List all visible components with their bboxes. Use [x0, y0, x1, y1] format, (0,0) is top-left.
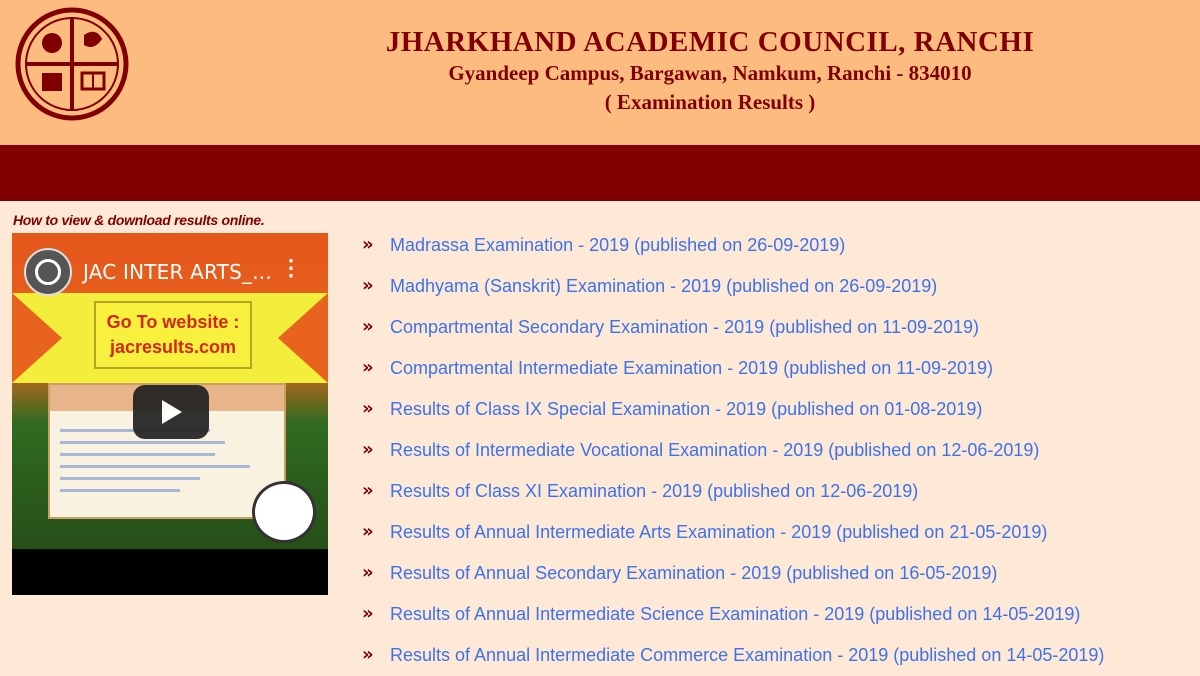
result-link[interactable]: Results of Class XI Examination - 2019 (published on 12-06-2019): [390, 481, 919, 501]
result-item: [362, 471, 1104, 512]
preview-line: [60, 465, 250, 468]
play-button[interactable]: [133, 385, 209, 439]
thumbnail-website-callout: [94, 301, 252, 369]
double-chevron-icon: »: [362, 644, 374, 665]
council-address: Gyandeep Campus, Bargawan, Namkum, Ranchi - 834010: [448, 61, 972, 85]
jac-logo-icon: [14, 5, 130, 123]
maroon-banner: [0, 145, 1200, 201]
result-link[interactable]: Results of Class IX Special Examination - 2019 (published on 01-08-2019): [390, 399, 983, 419]
result-item: [362, 266, 1104, 307]
result-item: [362, 512, 1104, 553]
council-title: JHARKHAND ACADEMIC COUNCIL, RANCHI: [385, 26, 1035, 58]
preview-line: [60, 489, 180, 492]
video-title[interactable]: JAC INTER ARTS_...: [83, 260, 272, 284]
channel-avatar-icon[interactable]: [24, 248, 72, 296]
double-chevron-icon: »: [362, 357, 374, 378]
video-title-bar: [12, 233, 328, 303]
result-item: [362, 430, 1104, 471]
result-link[interactable]: Results of Annual Intermediate Science Examination - 2019 (published on 14-05-2019): [390, 604, 1081, 624]
result-link[interactable]: Results of Intermediate Vocational Examination - 2019 (published on 12-06-2019): [390, 440, 1040, 460]
preview-line: [60, 453, 215, 456]
result-link[interactable]: Madhyama (Sanskrit) Examination - 2019 (published on 26-09-2019): [390, 276, 938, 296]
result-link[interactable]: Madrassa Examination - 2019 (published on 26-09-2019): [390, 235, 846, 255]
callout-line-1: Go To website :: [106, 312, 240, 332]
result-item: [362, 594, 1104, 635]
result-link[interactable]: Results of Annual Intermediate Commerce Examination - 2019 (published on 14-05-2019): [390, 645, 1105, 665]
double-chevron-icon: »: [362, 439, 374, 460]
thumbnail-seal: [252, 481, 316, 543]
double-chevron-icon: »: [362, 562, 374, 583]
double-chevron-icon: »: [362, 275, 374, 296]
result-link[interactable]: Results of Annual Secondary Examination - 2019 (published on 16-05-2019): [390, 563, 998, 583]
thumbnail-banner-right-notch: [278, 293, 328, 383]
more-vert-icon[interactable]: ⋮: [280, 255, 302, 280]
results-list: [362, 225, 1104, 676]
double-chevron-icon: »: [362, 234, 374, 255]
result-item: [362, 553, 1104, 594]
page-subtitle: ( Examination Results ): [604, 90, 816, 114]
double-chevron-icon: »: [362, 316, 374, 337]
result-item: [362, 389, 1104, 430]
double-chevron-icon: »: [362, 480, 374, 501]
thumbnail-banner-left-notch: [12, 293, 62, 383]
double-chevron-icon: »: [362, 398, 374, 419]
preview-line: [60, 441, 225, 444]
result-link[interactable]: Results of Annual Intermediate Arts Examination - 2019 (published on 21-05-2019): [390, 522, 1048, 542]
youtube-video-embed[interactable]: [12, 233, 328, 595]
result-link[interactable]: Compartmental Intermediate Examination - 2019 (published on 11-09-2019): [390, 358, 994, 378]
double-chevron-icon: »: [362, 603, 374, 624]
double-chevron-icon: »: [362, 521, 374, 542]
result-item: [362, 225, 1104, 266]
result-item: [362, 635, 1104, 676]
result-link[interactable]: Compartmental Secondary Examination - 2019 (published on 11-09-2019): [390, 317, 980, 337]
result-item: [362, 348, 1104, 389]
result-item: [362, 307, 1104, 348]
video-caption: How to view & download results online.: [13, 212, 265, 228]
callout-line-2: jacresults.com: [109, 337, 237, 357]
page-header: [0, 0, 1200, 145]
preview-line: [60, 477, 200, 480]
